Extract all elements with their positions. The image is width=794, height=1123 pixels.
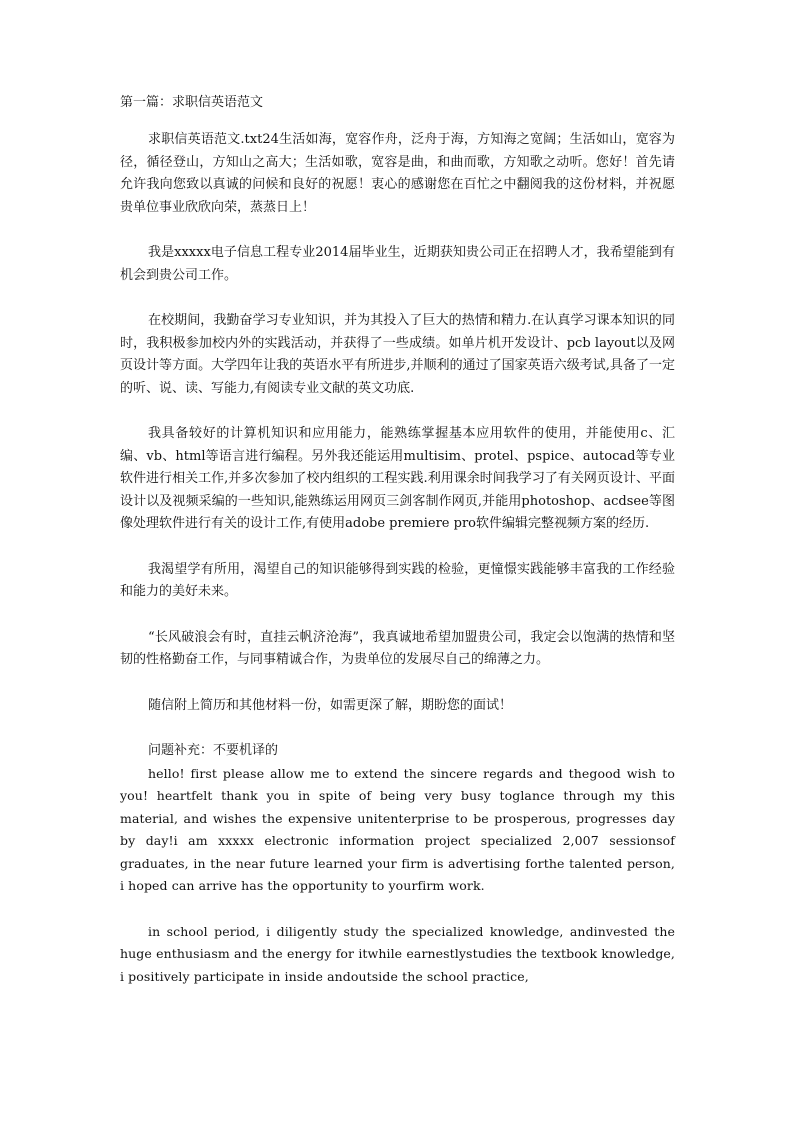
supplement-label: 问题补充：不要机译的 bbox=[148, 743, 279, 758]
paragraph-aspiration: 我渴望学有所用，渴望自己的知识能够得到实践的检验，更憧憬实践能够丰富我的工作经验和能力的美好未来。 bbox=[120, 561, 675, 599]
english-paragraph-2: in school period, i diligently study the specialized knowledge, andinvested the huge enthusiasm and the energy for itwhile earnestlystudies the textbook knowledge, i positively participate in inside andoutside the school practice, bbox=[120, 923, 675, 984]
paragraph-intro: 求职信英语范文.txt24生活如海，宽容作舟，泛舟于海，方知海之宽阔；生活如山，宽容为径，循径登山，方知山之高大；生活如歌，宽容是曲，和曲而歌，方知歌之动听。您好！首先请允许我向您致以真诚的问候和良好的祝愿！衷心的感谢您在百忙之中翻阅我的这份材料，并祝愿贵单位事业欣欣向荣，蒸蒸日上！ bbox=[120, 132, 675, 215]
document-title: 第一篇：求职信英语范文 bbox=[120, 95, 264, 110]
paragraph-commitment: “长风破浪会有时，直挂云帆济沧海”，我真诚地希望加盟贵公司，我定会以饱满的热情和坚韧的性格勤奋工作，与同事精诚合作，为贵单位的发展尽自己的绵薄之力。 bbox=[120, 629, 675, 667]
paragraph-skills: 我具备较好的计算机知识和应用能力，能熟练掌握基本应用软件的使用，并能使用c、汇编、vb、html等语言进行编程。另外我还能运用multisim、protel、pspice、autocad等专业软件进行相关工作,并多次参加了校内组织的工程实践.利用课余时间我学习了有关网页设计、平面设计以及视频采编的一些知识,能熟练运用网页三剑客制作网页,并能用photoshop、acdsee等图像处理软件进行有关的设计工作,有使用adobe premiere pro软件编辑完整视频方案的经历. bbox=[120, 426, 675, 531]
paragraph-closing: 随信附上简历和其他材料一份，如需更深了解，期盼您的面试！ bbox=[148, 697, 513, 713]
english-paragraph-1: hello! first please allow me to extend the sincere regards and thegood wish to you! heartfelt thank you in spite of being very busy toglance through my this material, and wishes the expensive unitenterprise to be prosperous, progresses day by day!i am xxxxx electronic information project specialized 2,007 sessionsof graduates, in the near future learned your firm is advertising forthe talented person, i hoped can arrive has the opportunity to yourfirm work. bbox=[120, 765, 675, 893]
paragraph-identity: 我是xxxxx电子信息工程专业2014届毕业生，近期获知贵公司正在招聘人才，我希望能到有机会到贵公司工作。 bbox=[120, 245, 675, 283]
paragraph-school: 在校期间，我勤奋学习专业知识，并为其投入了巨大的热情和精力.在认真学习课本知识的同时，我积极参加校内外的实践活动，并获得了一些成绩。如单片机开发设计、pcb layout以及网页设计等方面。大学四年让我的英语水平有所进步,并顺利的通过了国家英语六级考试,具备了一定的听、说、读、写能力,有阅读专业文献的英文功底. bbox=[120, 313, 675, 396]
document-page bbox=[120, 92, 675, 1011]
